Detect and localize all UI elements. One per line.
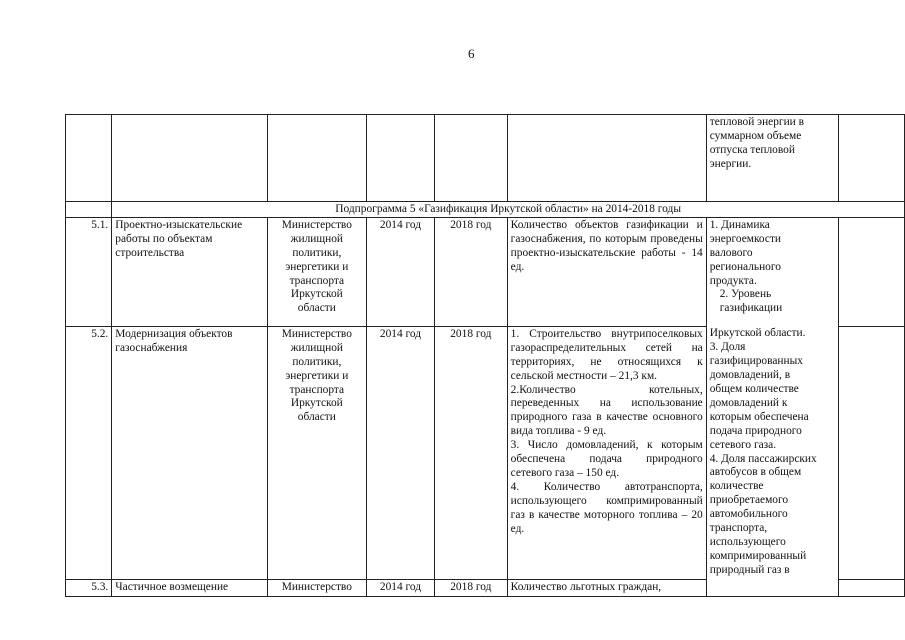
subprogram-title: Подпрограмма 5 «Газификация Иркутской области» на 2014-2018 годы [112,202,905,218]
measure-name: Модернизация объектов газоснабжения [112,326,267,579]
table-cell [435,115,508,202]
table-cell [838,217,904,326]
table-cell [838,115,904,202]
executor-cell: Министерство жилищной политики, энергетики и транспорта Иркутской области [267,326,366,579]
measure-name: Проектно-изыскательские работы по объектам строительства [112,217,267,326]
end-year: 2018 год [435,217,508,326]
table-cell [838,579,904,596]
page-number: 6 [468,46,475,61]
row-number: 5.3. [66,579,112,596]
table-cell [66,115,112,202]
table-cell [507,115,706,202]
row-number: 5.1. [66,217,112,326]
result-item: 2.Количество котельных, переведенных на использование природного газа в качестве основного вида топлива - 9 ед. [510,383,703,438]
indicators-cell [706,579,838,596]
results-cell [507,326,706,579]
table-row [66,115,905,202]
table-cell [267,115,366,202]
measures-table [65,114,905,597]
table-cell [366,115,434,202]
row-number: 5.2. [66,326,112,579]
end-year: 2018 год [435,326,508,579]
executor-cell: Министерство [267,579,366,596]
measure-name: Частичное возмещение [112,579,267,596]
result-item: 1. Строительство внутрипоселковых газораспределительных сетей на территориях, не относящихся к сельской местности – 21,3 км. [510,327,703,382]
table-row [66,217,905,326]
indicators-cell [706,217,838,326]
results-cell: Количество льготных граждан, [507,579,706,596]
table-cell [112,115,267,202]
end-year: 2018 год [435,579,508,596]
result-item: 3. Число домовладений, к которым обеспечена подача природного сетевого газа – 150 ед. [510,439,703,479]
indicators-cell: Иркутской области. 3. Доля газифицированных домовладений, в общем количестве домовладений к которым обеспечена подача природного сетевого газа. 4. Доля пассажирских автобусов в общем количестве приобретаемого автомобильного транспорта, использующего компримированный природный газ в [706,326,838,579]
indicators-part: 2. Уровень газификации [719,288,783,315]
start-year: 2014 год [366,217,434,326]
start-year: 2014 год [366,326,434,579]
table-row [66,579,905,596]
table-row [66,326,905,579]
indicators-part: 1. Динамика энергоемкости валового регионального продукта. [709,218,782,287]
start-year: 2014 год [366,579,434,596]
subprogram-row [66,202,905,218]
indicators-cell: тепловой энергии в суммарном объеме отпуска тепловой энергии. [706,115,838,202]
executor-cell: Министерство жилищной политики, энергетики и транспорта Иркутской области [267,217,366,326]
table-cell [838,326,904,579]
table-cell [66,202,112,218]
result-item: 4. Количество автотранспорта, использующего компримированный газ в качестве моторного топлива – 20 ед. [510,480,703,535]
results-cell: Количество объектов газификации и газоснабжения, по которым проведены проектно-изыскательские работы - 14 ед. [507,217,706,326]
